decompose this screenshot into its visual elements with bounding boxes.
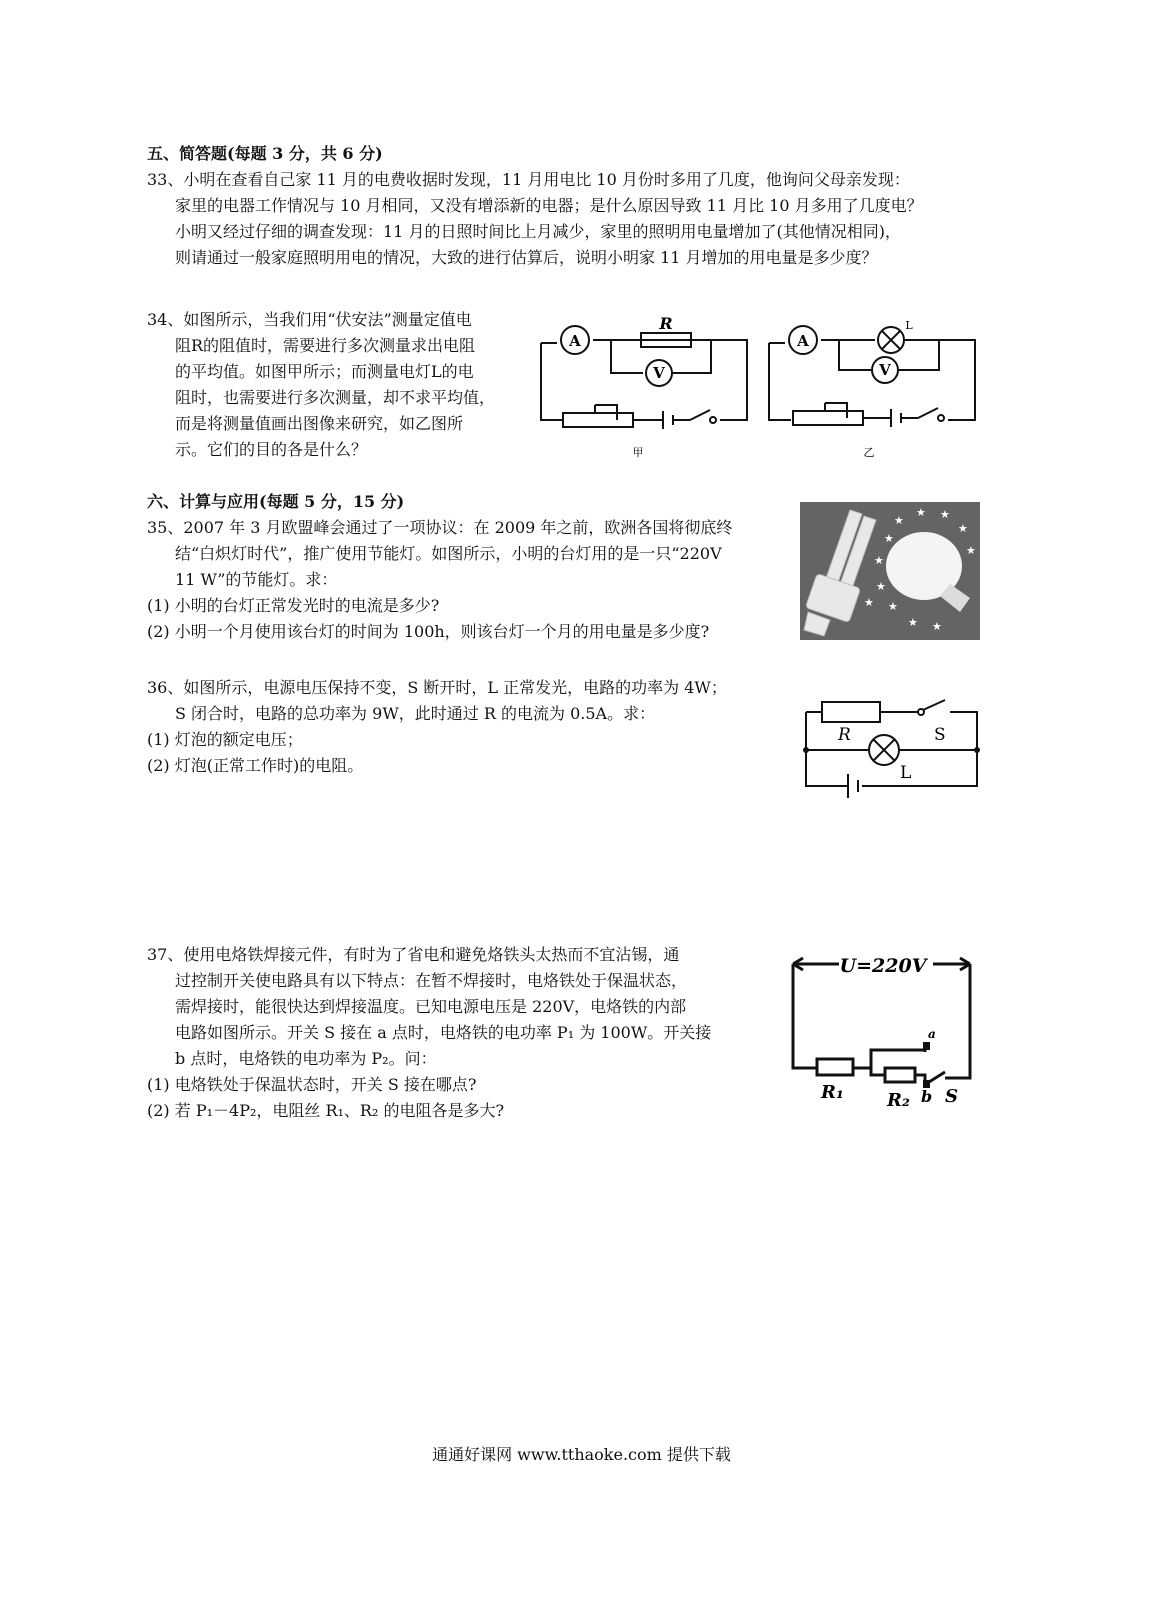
q35-subquestion: (2) 小明一个月使用该台灯的时间为 100h，则该台灯一个月的用电量是多少度?	[147, 622, 710, 641]
svg-text:★: ★	[894, 514, 904, 527]
lamp-label: L	[905, 319, 913, 332]
voltmeter-label: V	[879, 361, 891, 379]
q37-line: 37、使用电烙铁焊接元件，有时为了省电和避免烙铁头太热而不宜沾锡，通	[147, 945, 680, 964]
svg-text:★: ★	[876, 580, 886, 593]
q36-subquestion: (2) 灯泡(正常工作时)的电阻。	[147, 756, 364, 775]
voltage-label: U=220V	[839, 955, 927, 977]
svg-text:★: ★	[884, 532, 894, 545]
voltmeter-label: V	[653, 364, 665, 382]
page-footer: 通通好课网 www.tthaoke.com 提供下载	[432, 1445, 731, 1464]
q37-subquestion: (2) 若 P₁－4P₂，电阻丝 R₁、R₂ 的电阻各是多大?	[147, 1101, 505, 1120]
circuit-diagram-q36	[800, 694, 985, 804]
circuit-diagram-q37	[785, 950, 980, 1120]
q34-line: 阻R的阻值时，需要进行多次测量求出电阻	[175, 336, 476, 355]
q35-line: 35、2007 年 3 月欧盟峰会通过了一项协议：在 2009 年之前，欧洲各国将彻底终	[147, 518, 733, 537]
ammeter-label: A	[569, 332, 581, 350]
switch-label: S	[934, 725, 946, 745]
resistor-label: R	[659, 315, 673, 333]
svg-text:★: ★	[908, 616, 918, 629]
q36-line: 36、如图所示，电源电压保持不变，S 断开时，L 正常发光，电路的功率为 4W；	[147, 678, 727, 697]
section-6-heading: 六、计算与应用(每题 5 分，15 分)	[147, 492, 405, 511]
q34-line: 的平均值。如图甲所示；而测量电灯L的电	[175, 362, 474, 381]
r1-label: R₁	[821, 1082, 844, 1103]
q33-line: 则请通过一般家庭照明用电的情况，大致的进行估算后，说明小明家 11 月增加的用电量是多少度？	[175, 248, 878, 267]
point-a-label: a	[928, 1027, 936, 1041]
switch-label: S	[945, 1086, 958, 1107]
q37-line: 过控制开关使电路具有以下特点：在暂不焊接时，电烙铁处于保温状态，	[175, 971, 688, 990]
q36-line: S 闭合时，电路的总功率为 9W，此时通过 R 的电流为 0.5A。求：	[175, 704, 656, 723]
svg-text:★: ★	[932, 620, 942, 633]
ammeter-label: A	[797, 332, 809, 350]
q37-line: 电路如图所示。开关 S 接在 a 点时，电烙铁的电功率 P₁ 为 100W。开关接	[175, 1023, 712, 1042]
svg-text:★: ★	[888, 600, 898, 613]
r2-label: R₂	[887, 1090, 910, 1111]
q33-line: 家里的电器工作情况与 10 月相同，又没有增添新的电器；是什么原因导致 11 月比 10 月多用了几度电？	[175, 196, 923, 215]
resistor-label: R	[838, 725, 851, 745]
q34-line: 示。它们的目的各是什么？	[175, 440, 368, 459]
q37-line: 需焊接时，能很快达到焊接温度。已知电源电压是 220V，电烙铁的内部	[175, 997, 687, 1016]
svg-text:★: ★	[958, 522, 968, 535]
q35-line: 11 W”的节能灯。求：	[175, 570, 338, 589]
q37-line: b 点时，电烙铁的电功率为 P₂。问：	[175, 1049, 437, 1068]
svg-text:★: ★	[916, 506, 926, 519]
q34-line: 阻时，也需要进行多次测量，却不求平均值，	[175, 388, 496, 407]
lamp-label: L	[900, 763, 912, 783]
q33-line: 33、小明在查看自己家 11 月的电费收据时发现，11 月用电比 10 月份时多用了几度，他询问父母亲发现：	[147, 170, 910, 189]
q34-line: 而是将测量值画出图像来研究，如乙图所	[175, 414, 464, 433]
svg-text:★: ★	[940, 508, 950, 521]
figure-caption-jia: 甲	[632, 446, 644, 459]
q34-line: 34、如图所示，当我们用“伏安法”测量定值电	[147, 310, 472, 329]
q36-subquestion: (1) 灯泡的额定电压；	[147, 730, 303, 749]
svg-text:★: ★	[966, 544, 976, 557]
q37-subquestion: (1) 电烙铁处于保温状态时，开关 S 接在哪点?	[147, 1075, 477, 1094]
circuit-diagram-yi	[763, 315, 983, 460]
section-5-heading: 五、简答题(每题 3 分，共 6 分)	[147, 144, 383, 163]
q33-line: 小明又经过仔细的调查发现：11 月的日照时间比上月减少，家里的照明用电量增加了(其他情况相同)，	[175, 222, 901, 241]
circuit-diagram-jia	[535, 315, 755, 460]
q35-subquestion: (1) 小明的台灯正常发光时的电流是多少?	[147, 596, 440, 615]
point-b-label: b	[921, 1087, 933, 1106]
energy-saving-lamp-photo	[800, 502, 980, 640]
figure-caption-yi: 乙	[863, 446, 875, 459]
svg-text:★: ★	[864, 596, 874, 609]
svg-text:★: ★	[874, 554, 884, 567]
q35-line: 结“白炽灯时代”，推广使用节能灯。如图所示，小明的台灯用的是一只“220V	[175, 544, 722, 563]
